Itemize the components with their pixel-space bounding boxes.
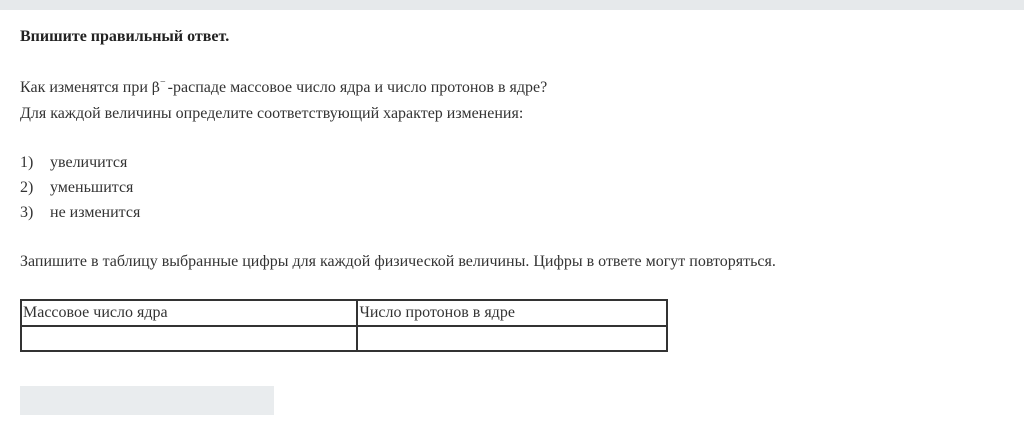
answer-cell-mass-number[interactable] — [21, 326, 357, 351]
option-item — [20, 200, 1010, 225]
options-list — [20, 150, 1010, 225]
answer-input-field[interactable] — [20, 386, 274, 415]
option-item — [20, 175, 1010, 200]
task-content — [20, 26, 1010, 352]
header-mass-number: Массовое число ядра — [21, 300, 357, 326]
question-text — [20, 70, 1010, 126]
header-proton-number: Число протонов в ядре — [357, 300, 667, 326]
task-instruction: Запишите в таблицу выбранные цифры для каждой физической величины. Цифры в ответе могут повторяться. — [20, 253, 776, 270]
option-text: увеличится — [50, 154, 128, 171]
question-line-1-before: Как изменятся при — [20, 79, 148, 96]
question-line-1-after: -распаде массовое число ядра и число протонов в ядре? — [167, 79, 548, 96]
table-answer-row — [21, 326, 667, 351]
option-item — [20, 150, 1010, 175]
question-line-2: Для каждой величины определите соответствующий характер изменения: — [20, 105, 524, 122]
option-number: 2) — [20, 179, 34, 196]
beta-superscript: − — [160, 77, 166, 88]
table-header-row — [21, 300, 667, 326]
answer-table — [20, 299, 668, 352]
top-bar — [0, 0, 1024, 10]
beta-symbol: β — [151, 80, 161, 96]
option-text: уменьшится — [50, 179, 134, 196]
option-number: 1) — [20, 154, 34, 171]
question-line-1 — [20, 70, 1010, 101]
instruction-text: Впишите правильный ответ. — [20, 28, 230, 45]
option-text: не изменится — [50, 204, 141, 221]
answer-cell-proton-number[interactable] — [357, 326, 667, 351]
option-number: 3) — [20, 204, 34, 221]
